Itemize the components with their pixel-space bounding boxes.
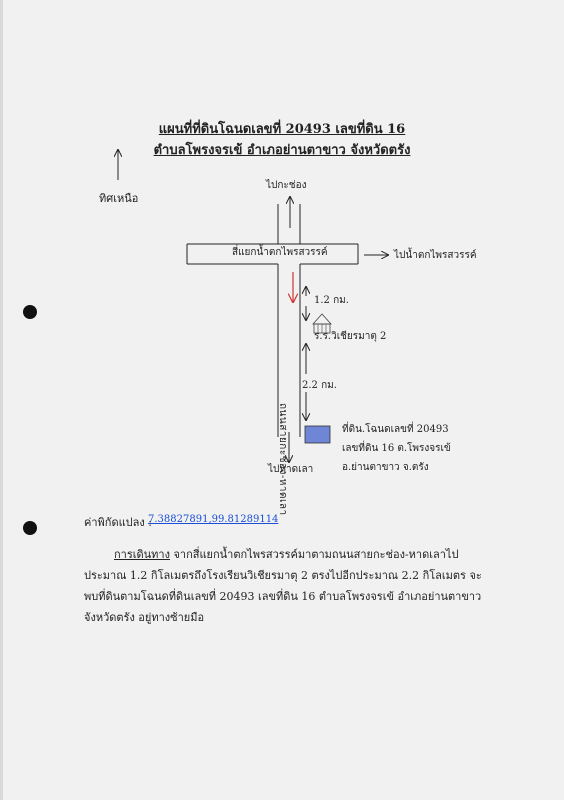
- parcel-label-line3: อ.ย่านตาขาว จ.ตรัง: [342, 462, 429, 473]
- directions-line4: จังหวัดตรัง อยู่ทางซ้ายมือ: [84, 611, 205, 624]
- to-kachong-label: ไปกะช่อง: [266, 180, 307, 191]
- vertical-road-north: [278, 204, 300, 244]
- distance-2-label: 2.2 กม.: [302, 380, 337, 391]
- to-hadlao-label: ไปหาดเลา: [268, 464, 314, 475]
- school-label: ร.ร.วิเชียรมาตุ 2: [314, 331, 387, 342]
- distance-1-label: 1.2 กม.: [314, 295, 349, 306]
- to-waterfall-label: ไปน้ำตกไพรสวรรค์: [394, 250, 477, 261]
- parcel-marker: [305, 426, 330, 443]
- junction-label: สี่แยกน้ำตกไพรสวรรค์: [232, 247, 328, 258]
- map-title-line1: แผนที่ที่ดินโฉนดเลขที่ 20493 เลขที่ดิน 16: [158, 122, 406, 137]
- coordinates-label: ค่าพิกัดแปลง :: [84, 516, 152, 529]
- parcel-label-line2: เลขที่ดิน 16 ต.โพรงจรเข้: [342, 443, 451, 454]
- parcel-label-line1: ที่ดิน.โฉนดเลขที่ 20493: [342, 424, 449, 435]
- directions-paragraph: [84, 544, 504, 628]
- road-name-label: ถนนสายกะช่อง-หาดเลา: [277, 403, 288, 516]
- directions-line1: จากสี่แยกน้ำตกไพรสวรรค์มาตามถนนสายกะช่อง-หาดเลาไป: [173, 548, 459, 561]
- directions-line3: พบที่ดินตามโฉนดที่ดินเลขที่ 20493 เลขที่ดิน 16 ตำบลโพรงจรเข้ อำเภอย่านตาขาว: [84, 590, 482, 603]
- directions-line2: ประมาณ 1.2 กิโลเมตรถึงโรงเรียนวิเชียรมาตุ 2 ตรงไปอีกประมาณ 2.2 กิโลเมตร จะ: [84, 569, 482, 582]
- north-label: ทิศเหนือ: [99, 192, 139, 205]
- directions-heading: การเดินทาง: [114, 548, 170, 561]
- coordinates-link[interactable]: 7.38827891,99.81289114: [148, 514, 279, 525]
- map-title-line2: ตำบลโพรงจรเข้ อำเภอย่านตาขาว จังหวัดตรัง: [153, 143, 411, 158]
